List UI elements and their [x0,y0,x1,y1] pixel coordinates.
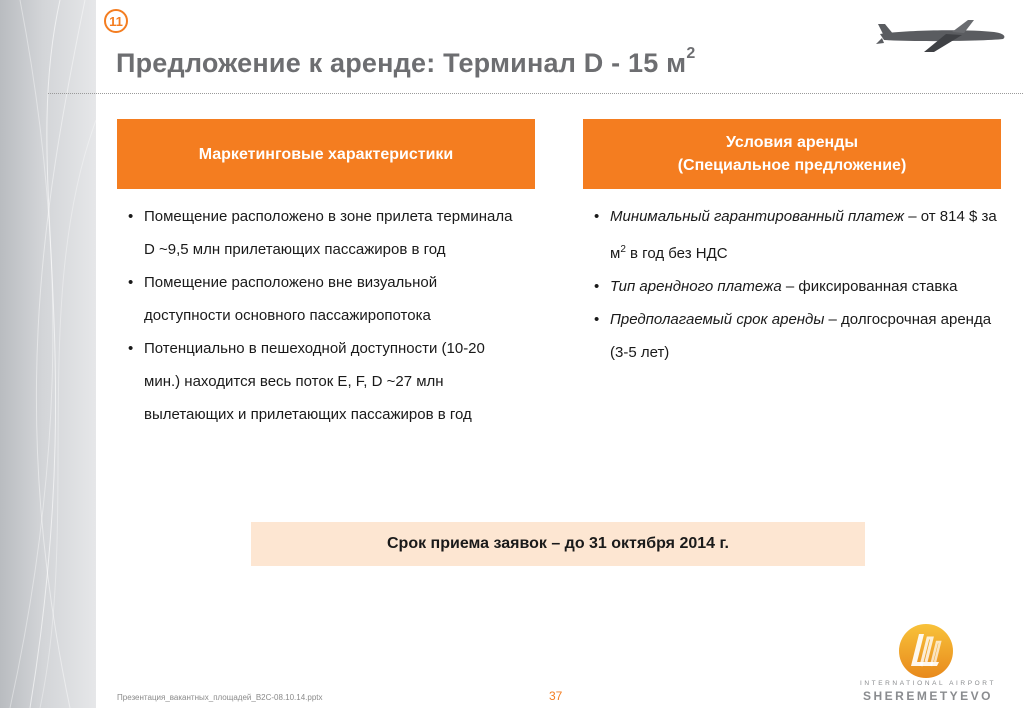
min-payment-text: – от 814 $ за м [610,208,997,262]
page-title-superscript: 2 [686,45,696,62]
decorative-side-band [0,0,96,708]
side-band-curves [0,0,96,708]
marketing-header-text: Маркетинговые характеристики [198,145,454,163]
lease-term-term: Предполагаемый срок аренды [610,311,825,328]
page-number: 37 [549,689,563,703]
min-payment-term: Минимальный гарантированный платеж [610,208,905,225]
rental-terms-bullet-list [590,200,1000,369]
airport-logo-icon [895,622,957,680]
lease-term-text: – долгосрочная аренда (3-5 лет) [610,311,992,361]
list-item: • Помещение расположено в зоне прилета терминала D ~9,5 млн прилетающих пассажиров в год [124,200,524,266]
list-item: • Потенциально в пешеходной доступности (10-20 мин.) находится весь поток E, F, D ~27 млн вылетающих и прилетающих пассажиров в год [124,332,524,431]
logo-line2: SHEREMETYEVO [862,688,994,703]
list-item [590,200,1000,270]
title-divider [48,93,1023,94]
list-item [590,270,1000,303]
airport-logo-text [843,681,1013,702]
min-payment-text-end: в год без НДС [625,245,728,262]
application-deadline-box [251,522,865,566]
min-payment-superscript: 2 [620,244,626,255]
footer-filename: Презентация_вакантных_площадей_B2C-08.10.14.pptx [117,693,323,702]
page-title [116,45,696,79]
marketing-bullet-list [124,200,524,431]
airplane-icon [876,12,1011,58]
list-item: • Помещение расположено вне визуальной доступности основного пассажиропотока [124,266,524,332]
page-title-text: Предложение к аренде: Терминал D - 15 м [116,48,687,78]
list-item [590,303,1000,369]
rental-terms-header [583,119,1001,189]
logo-line1: INTERNATIONAL AIRPORT [859,680,997,687]
rental-header-line2: (Специальное предложение) [677,157,907,174]
slide-number-badge: 11 [104,9,128,33]
application-deadline-text: Срок приема заявок – до 31 октября 2014 г. [387,535,729,552]
payment-type-text: – фиксированная ставка [781,278,958,295]
marketing-characteristics-header [117,119,535,189]
payment-type-term: Тип арендного платежа [610,278,782,295]
rental-header-line1: Условия аренды [725,134,859,151]
